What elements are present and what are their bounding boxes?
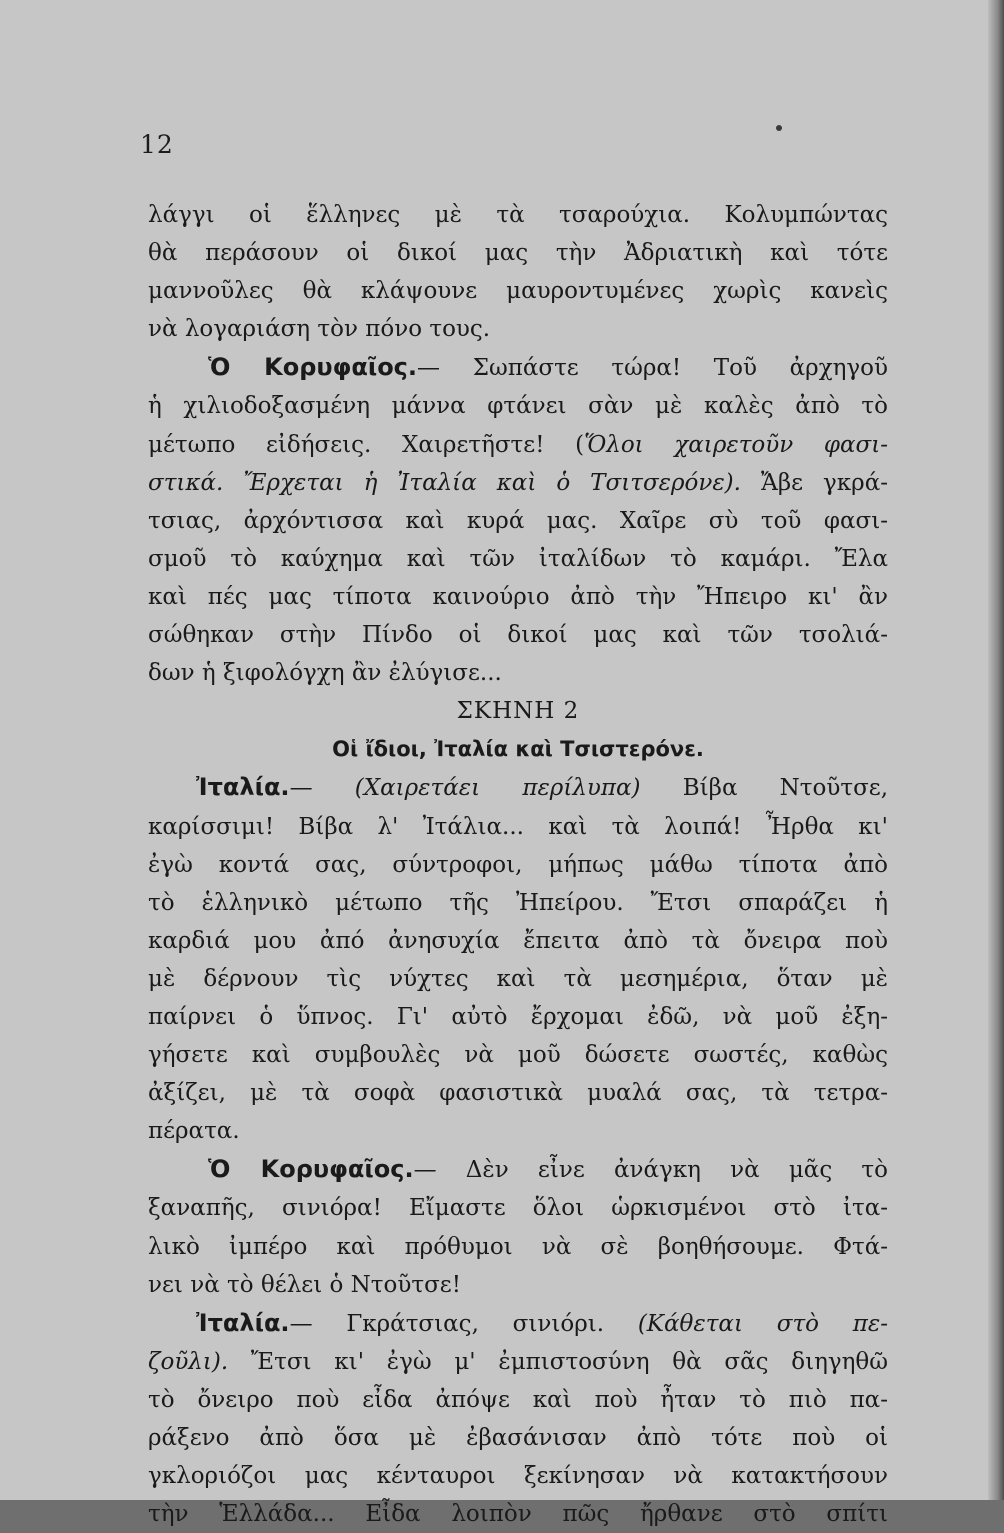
stage-direction: (Χαιρετάει περίλυπα) [354, 775, 641, 802]
speaker-name: Ὁ Κορυφαῖος. [208, 1155, 414, 1184]
text-line: ἐγὼ κοντά σας, σύντροφοι, μήπως μάθω τίποτα ἀπὸ [148, 851, 888, 878]
speech-text: — [289, 775, 355, 802]
text-line [148, 426, 888, 464]
text-line: ἡ χιλιοδοξασμένη μάννα φτάνει σὰν μὲ καλὲς ἀπὸ τὸ [148, 393, 888, 420]
stage-direction: (Κάθεται στὸ πε- [637, 1310, 889, 1337]
speech-text: — Σωπάστε τώρα! Τοῦ ἀρχηγοῦ [417, 355, 888, 382]
text-line: νὰ λογαριάση τὸν πόνο τους. [148, 316, 491, 343]
text-line [148, 1343, 888, 1381]
text-line: μὲ δέρνουν τὶς νύχτες καὶ τὰ μεσημέρια, ὅταν μὲ [148, 965, 888, 992]
scene-cast: Οἱ ἴδιοι, Ἰταλία καὶ Τσιστερόνε. [332, 737, 704, 762]
scene-title: ΣΚΗΝΗ 2 [456, 698, 580, 725]
text-line: νει νὰ τὸ θέλει ὁ Ντοῦτσε! [148, 1271, 461, 1298]
speaker-name: Ἰταλία. [196, 773, 290, 802]
speech-koryfaios-2 [148, 1150, 888, 1189]
speaker-name: Ἰταλία. [196, 1308, 290, 1337]
speech-italia-1 [148, 768, 888, 807]
speech-text: — Γκράτσιας, σινιόρι. [289, 1310, 638, 1337]
ink-spot [776, 125, 782, 131]
text-line: καρίσσιμι! Βίβα λ' Ἰτάλια... καὶ τὰ λοιπά! Ἦρθα κι' [148, 813, 888, 840]
text-line [148, 464, 888, 502]
page-number: 12 [140, 130, 174, 159]
speech-text: Ἄβε γκρά- [740, 469, 888, 496]
text-line: καρδιά μου ἀπό ἀνησυχία ἔπειτα ἀπὸ τὰ ὄνειρα ποὺ [148, 927, 888, 954]
text-line: παίρνει ὁ ὕπνος. Γι' αὐτὸ ἔρχομαι ἐδῶ, νὰ μοῦ ἐξη- [148, 1003, 888, 1030]
page-edge [988, 0, 1004, 1500]
text-line: σμοῦ τὸ καύχημα καὶ τῶν ἰταλίδων τὸ καμάρι. Ἔλα [148, 545, 888, 572]
stage-direction: στικά. Ἔρχεται ἡ Ἰταλία καὶ ὁ Τσιτσερόνε). [148, 469, 741, 496]
text-line: πέρατα. [148, 1118, 240, 1145]
stage-direction: ζοῦλι). [148, 1348, 229, 1375]
text-line: θὰ περάσουν οἱ δικοί μας τὴν Ἀδριατικὴ καὶ τότε [148, 240, 888, 267]
text-line: σώθηκαν στὴν Πίνδο οἱ δικοί μας καὶ τῶν τσολιά- [148, 622, 888, 649]
text-line: ράξενο ἀπὸ ὅσα μὲ ἐβασάνισαν ἀπὸ τότε ποὺ οἱ [148, 1425, 888, 1451]
text-line: τὴν Ἑλλάδα... Εἶδα λοιπὸν πῶς ἤρθανε στὸ σπίτι [148, 1501, 888, 1528]
text-line: γήσετε καὶ συμβουλὲς νὰ μοῦ δώσετε σωστές, καθὼς [148, 1042, 888, 1069]
speech-text: Βίβα Ντοῦτσε, [640, 775, 889, 802]
text-line: τσιας, ἀρχόντισσα καὶ κυρά μας. Χαῖρε σὺ τοῦ φασι- [148, 507, 888, 534]
speech-italia-2 [148, 1304, 888, 1343]
text-line: ξαναπῆς, σινιόρα! Εἴμαστε ὅλοι ὡρκισμένοι στὸ ἰτα- [148, 1195, 888, 1222]
text-line: δων ἡ ξιφολόγχη ἂν ἐλύγισε... [148, 660, 502, 687]
speech-text: μέτωπο εἰδήσεις. Χαιρετῆστε! ( [148, 431, 585, 458]
speaker-name: Ὁ Κορυφαῖος. [208, 353, 418, 382]
speech-text: Ἔτσι κι' ἐγὼ μ' ἐμπιστοσύνη θὰ σᾶς διηγηθῶ [228, 1348, 888, 1375]
text-line: μαννοῦλες θὰ κλάψουνε μαυροντυμένες χωρὶς κανεὶς [148, 278, 888, 305]
stage-direction: Ὅλοι χαιρετοῦν φασι- [584, 431, 889, 458]
body-text [148, 196, 888, 1533]
text-line: γκλοριόζοι μας κένταυροι ξεκίνησαν νὰ κατακτήσουν [148, 1463, 888, 1490]
text-line: τὸ ὄνειρο ποὺ εἶδα ἀπόψε καὶ ποὺ ἦταν τὸ πιὸ πα- [148, 1386, 888, 1413]
text-line: τὸ ἑλληνικὸ μέτωπο τῆς Ἠπείρου. Ἔτσι σπαράζει ἡ [148, 889, 888, 916]
speech-text: — Δὲν εἶνε ἀνάγκη νὰ μᾶς τὸ [413, 1157, 888, 1184]
text-line: λάγγι οἱ ἕλληνες μὲ τὰ τσαρούχια. Κολυμπώντας [148, 202, 888, 228]
text-line: λικὸ ἰμπέρο καὶ πρόθυμοι νὰ σὲ βοηθήσουμε. Φτά- [148, 1233, 888, 1260]
speech-koryfaios-1 [148, 348, 888, 387]
text-line: ἀξίζει, μὲ τὰ σοφὰ φασιστικὰ μυαλά σας, τὰ τετρα- [148, 1080, 888, 1107]
text-line: καὶ πές μας τίποτα καινούριο ἀπὸ τὴν Ἤπειρο κι' ἂν [148, 583, 888, 610]
